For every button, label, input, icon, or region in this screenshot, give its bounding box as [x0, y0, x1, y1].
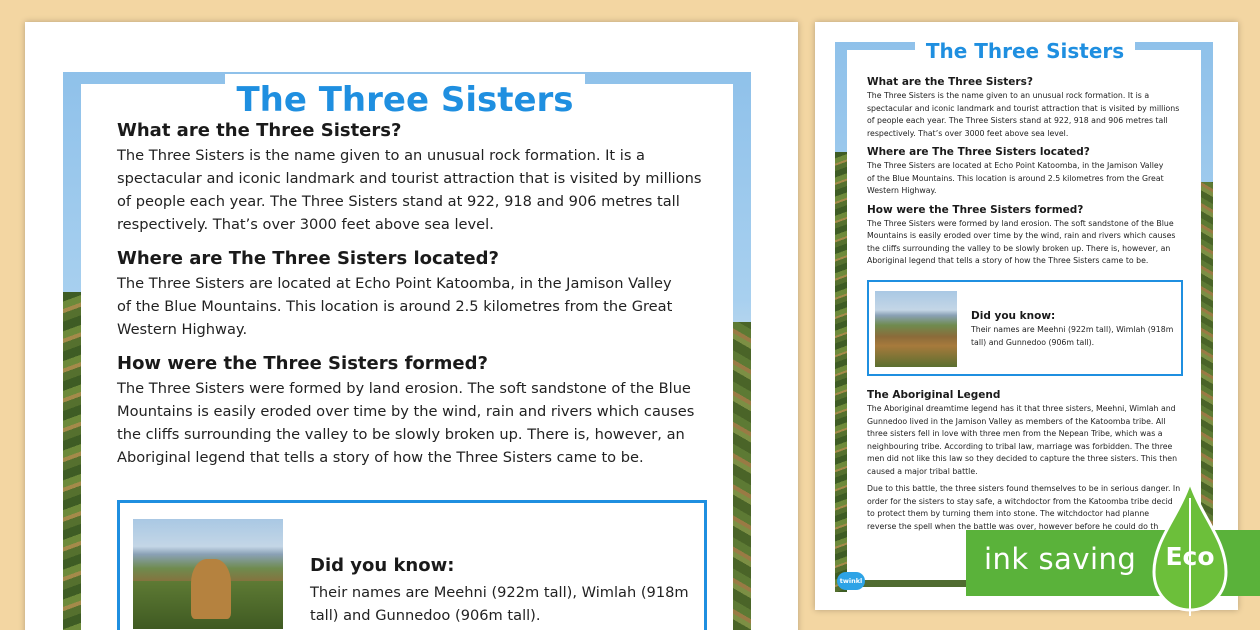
section-heading: What are the Three Sisters?: [867, 76, 1033, 88]
section-heading: Where are The Three Sisters located?: [117, 248, 499, 269]
text-line: order for the sisters to stay safe, a witchdoctor from the Katoomba tribe decid: [867, 496, 1173, 506]
text-line: Their names are Meehni (922m tall), Wimlah (918m: [971, 325, 1174, 334]
page-title: The Three Sisters: [225, 74, 585, 126]
did-you-know-heading: Did you know:: [971, 310, 1056, 322]
photo-rock-formation: [191, 559, 231, 619]
text-line: three sisters fell in love with three men from the Nepean Tribe, which was a: [867, 429, 1163, 438]
legend-paragraph-1: [867, 403, 1185, 478]
text-line: Western Highway.: [117, 321, 248, 338]
text-line: The Three Sisters is the name given to an unusual rock formation. It is a: [867, 91, 1150, 100]
text-line: reverse the spell when the battle was over, however before he could do th: [867, 521, 1159, 531]
section-paragraph: [867, 218, 1185, 268]
text-line: caused a major tribal battle.: [867, 466, 978, 476]
text-line: The Three Sisters were formed by land erosion. The soft sandstone of the Blue: [867, 218, 1174, 228]
article-body: [867, 75, 1185, 273]
section-heading: Where are The Three Sisters located?: [867, 146, 1090, 158]
text-line: respectively. That’s over 3000 feet above sea level.: [117, 216, 494, 233]
section-paragraph: [867, 90, 1185, 140]
text-line: tall) and Gunnedoo (906m tall).: [310, 607, 541, 624]
legend-paragraph-2: [867, 483, 1185, 533]
text-line: the cliffs surrounding the valley to be slowly broken up. There is, however, an: [867, 243, 1171, 253]
text-line: the cliffs surrounding the valley to be slowly broken up. There is, however, an: [117, 426, 685, 443]
text-line: The Aboriginal dreamtime legend has it that three sisters, Meehni, Wimlah and: [867, 404, 1176, 413]
section-where: [867, 145, 1185, 198]
section-heading: What are the Three Sisters?: [117, 120, 402, 141]
text-line: spectacular and iconic landmark and tourist attraction that is visited by millions: [867, 103, 1180, 113]
section-how: [117, 351, 713, 469]
article-body: [117, 118, 713, 479]
text-line: of the Blue Mountains. This location is around 2.5 kilometres from the Great: [867, 173, 1164, 183]
text-line: The Three Sisters are located at Echo Point Katoomba, in the Jamison Valley: [867, 161, 1164, 170]
page-title: The Three Sisters: [915, 36, 1135, 66]
text-line: The Three Sisters were formed by land erosion. The soft sandstone of the Blue: [117, 380, 691, 397]
text-line: men did not like this law so they decided to capture the three sisters. This then: [867, 454, 1178, 463]
three-sisters-photo: [875, 291, 957, 367]
tree-decoration-left: [835, 152, 847, 592]
text-line: of the Blue Mountains. This location is around 2.5 kilometres from the Great: [117, 298, 673, 315]
text-line: neighbouring tribe. According to tribal law, marriage was forbidden. The three: [867, 441, 1173, 451]
section-what: [117, 118, 713, 236]
did-you-know-text: [971, 324, 1179, 349]
aboriginal-legend-section: [867, 388, 1185, 533]
text-line: of people each year. The Three Sisters stand at 922, 918 and 906 metres tall: [117, 193, 680, 210]
text-line: The Three Sisters is the name given to an unusual rock formation. It is a: [117, 147, 646, 164]
ink-saving-label: ink saving: [984, 542, 1137, 576]
three-sisters-photo: [133, 519, 283, 629]
text-line: to protect them by turning them into stone. The witchdoctor had planne: [867, 509, 1150, 518]
text-line: Mountains is easily eroded over time by the wind, rain and rivers which causes: [117, 403, 695, 420]
section-paragraph: [117, 144, 713, 236]
section-paragraph: [117, 272, 713, 341]
section-where: [117, 246, 713, 341]
section-how: [867, 203, 1185, 268]
section-what: [867, 75, 1185, 140]
did-you-know-text: [310, 581, 700, 627]
text-line: Western Highway.: [867, 186, 937, 195]
section-paragraph: [867, 160, 1185, 198]
eco-label: Eco: [1165, 542, 1215, 571]
section-heading: How were the Three Sisters formed?: [867, 203, 1084, 216]
text-line: The Three Sisters are located at Echo Point Katoomba, in the Jamison Valley: [117, 275, 672, 292]
text-line: Mountains is easily eroded over time by the wind, rain and rivers which causes: [867, 231, 1176, 240]
text-line: Due to this battle, the three sisters found themselves to be in serious danger. In: [867, 484, 1181, 493]
text-line: Their names are Meehni (922m tall), Wimlah (918m: [310, 584, 689, 601]
text-line: of people each year. The Three Sisters stand at 922, 918 and 906 metres tall: [867, 116, 1168, 125]
text-line: Aboriginal legend that tells a story of how the Three Sisters came to be.: [867, 256, 1149, 265]
text-line: respectively. That’s over 3000 feet above sea level.: [867, 128, 1069, 138]
section-heading: The Aboriginal Legend: [867, 389, 1001, 401]
twinkl-logo: twinkl: [837, 572, 865, 590]
did-you-know-box: [867, 280, 1183, 376]
text-line: spectacular and iconic landmark and tourist attraction that is visited by millions: [117, 170, 702, 187]
did-you-know-box: [117, 500, 707, 630]
large-worksheet-page: [25, 22, 798, 630]
did-you-know-heading: Did you know:: [310, 555, 455, 576]
text-line: Aboriginal legend that tells a story of how the Three Sisters came to be.: [117, 449, 644, 466]
section-heading: How were the Three Sisters formed?: [117, 353, 488, 374]
text-line: tall) and Gunnedoo (906m tall).: [971, 337, 1095, 347]
text-line: Gunnedoo lived in the Jamison Valley as members of the Katoomba tribe. All: [867, 416, 1166, 426]
section-paragraph: [117, 377, 713, 469]
